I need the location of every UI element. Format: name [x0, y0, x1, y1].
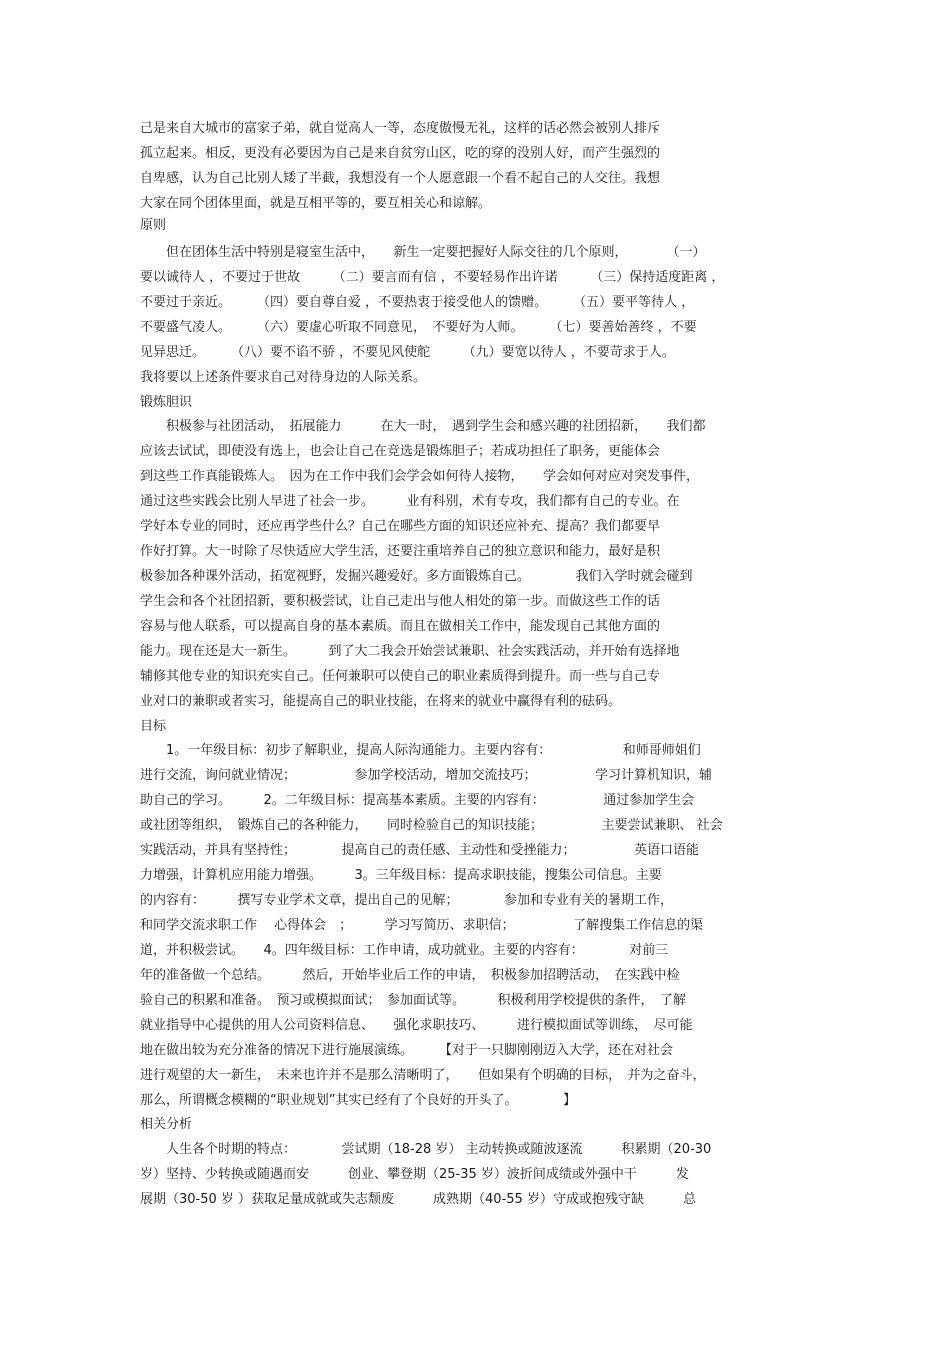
text-line: 展期（30-50 岁 ）获取足量成就或失志颓废 成熟期（40-55 岁）守成或抱残守缺 总: [140, 1192, 696, 1207]
text-line: 积极参与社团活动， 拓展能力 在大一时， 遇到学生会和感兴趣的社团招新， 我们都: [140, 419, 706, 434]
text-line: 极参加各种课外活动，拓宽视野，发掘兴趣爱好。多方面锻炼自己。 我们入学时就会碰到: [140, 569, 693, 584]
text-line: 作好打算。大一时除了尽快适应大学生活，还要注重培养自己的独立意识和能力，最好是积: [140, 544, 661, 559]
text-line: 验自己的积累和准备。 预习或模拟面试； 参加面试等。 积极利用学校提供的条件， 了解: [140, 993, 687, 1008]
text-line: 进行交流，询问就业情况； 参加学校活动，增加交流技巧； 学习计算机知识，辅: [140, 768, 713, 783]
text-line: 见异思迁。 （八）要不谄不骄 ，不要见风使舵 （九）要宽以待人 ，不要苛求于人。: [140, 345, 675, 360]
text-line: 实践活动，并具有坚持性； 提高自己的责任感、主动性和受挫能力； 英语口语能: [140, 843, 700, 858]
text-line: 己是来自大城市的富家子弟，就自觉高人一等，态度傲慢无礼，这样的话必然会被别人排斥: [140, 121, 661, 136]
text-line: 不要盛气凌人。 （六）要虚心听取不同意见， 不要好为人师。 （七）要善始善终 ，不要: [140, 320, 697, 335]
text-line: 和同学交流求职工作 心得体会 ； 学习写简历、求职信； 了解搜集工作信息的渠: [140, 918, 704, 933]
text-line: 辅修其他专业的知识充实自己。任何兼职可以使自己的职业素质得到提升。而一些与自己专: [140, 669, 661, 684]
section-heading-analysis: 相关分析: [140, 1117, 193, 1132]
text-line: 人生各个时期的特点： 尝试期（18-28 岁） 主动转换或随波逐流 积累期（20-30: [140, 1142, 712, 1157]
section-heading-principles: 原则: [140, 218, 167, 233]
text-line: 业对口的兼职或者实习，能提高自己的职业技能，在将来的就业中赢得有利的砝码。: [140, 694, 622, 709]
text-line: 岁）坚持、少转换或随遇而安 创业、攀登期（25-35 岁）波折间成绩或外强中干 发: [140, 1167, 689, 1182]
text-line: 学好本专业的同时，还应再学些什么？自己在哪些方面的知识还应补充、提高？我们都要早: [140, 519, 661, 534]
text-line: 1。一年级目标：初步了解职业，提高人际沟通能力。主要内容有： 和师哥师姐们: [140, 743, 701, 758]
text-line: 到这些工作真能锻炼人。 因为在工作中我们会学会如何待人接物， 学会如何对应对突发事件，: [140, 469, 700, 484]
text-line: 道，并积极尝试。 4。四年级目标：工作申请，成功就业。主要的内容有： 对前三: [140, 943, 669, 958]
text-line: 自卑感，认为自己比别人矮了半截，我想没有一个人愿意跟一个看不起自己的人交往。我想: [140, 171, 661, 186]
text-line: 但在团体生活中特别是寝室生活中， 新生一定要把握好人际交往的几个原则， （一）: [140, 245, 706, 260]
text-line: 通过这些实践会比别人早进了社会一步。 业有科别，术有专攻，我们都有自己的专业。在: [140, 494, 680, 509]
text-line: 进行观望的大一新生， 未来也许并不是那么清晰明了， 但如果有个明确的目标， 并为之奋斗，: [140, 1068, 706, 1083]
text-line: 不要过于亲近。 （四）要自尊自爱 ，不要热衷于接受他人的馈赠。 （五）要平等待人 ，: [140, 295, 695, 310]
text-line: 学生会和各个社团招新，要积极尝试，让自己走出与他人相处的第一步。而做这些工作的话: [140, 594, 661, 609]
text-line: 年的准备做一个总结。 然后，开始毕业后工作的申请， 积极参加招聘活动， 在实践中检: [140, 968, 680, 983]
text-line: 能力。现在还是大一新生。 到了大二我会开始尝试兼职、社会实践活动，并开始有选择地: [140, 644, 680, 659]
section-heading-courage: 锻炼胆识: [140, 395, 193, 410]
text-line: 力增强，计算机应用能力增强。 3。三年级目标：提高求职技能，搜集公司信息。主要: [140, 868, 662, 883]
text-line: 大家在同个团体里面，就是互相平等的，要互相关心和谅解。: [140, 196, 492, 211]
text-line: 或社团等组织， 锻炼自己的各种能力， 同时检验自己的知识技能； 主要尝试兼职、 社会: [140, 818, 723, 833]
text-line: 容易与他人联系，可以提高自身的基本素质。而且在做相关工作中，能发现自己其他方面的: [140, 619, 661, 634]
text-line: 那么，所谓概念模糊的“职业规划”其实已经有了个良好的开头了。 】: [140, 1093, 576, 1108]
text-line: 孤立起来。相反，更没有必要因为自己是来自贫穷山区，吃的穿的没别人好，而产生强烈的: [140, 146, 661, 161]
section-heading-goals: 目标: [140, 719, 167, 734]
text-line: 要以诚待人 ，不要过于世故 （二）要言而有信 ，不要轻易作出许诺 （三）保持适度距离 ，: [140, 270, 725, 285]
text-line: 就业指导中心提供的用人公司资料信息、 强化求职技巧、 进行模拟面试等训练， 尽可能: [140, 1018, 693, 1033]
text-line: 我将要以上述条件要求自己对待身边的人际关系。: [140, 370, 427, 385]
text-line: 的内容有： 撰写专业学术文章，提出自己的见解； 参加和专业有关的暑期工作，: [140, 893, 674, 908]
text-line: 地在做出较为充分准备的情况下进行施展演练。 【对于一只脚刚刚迈入大学，还在对社会: [140, 1043, 674, 1058]
text-line: 应该去试试，即使没有选上，也会让自己在竞选是锻炼胆子；若成功担任了职务，更能体会: [140, 444, 661, 459]
text-line: 助自己的学习。 2。二年级目标：提高基本素质。主要的内容有： 通过参加学生会: [140, 793, 695, 808]
